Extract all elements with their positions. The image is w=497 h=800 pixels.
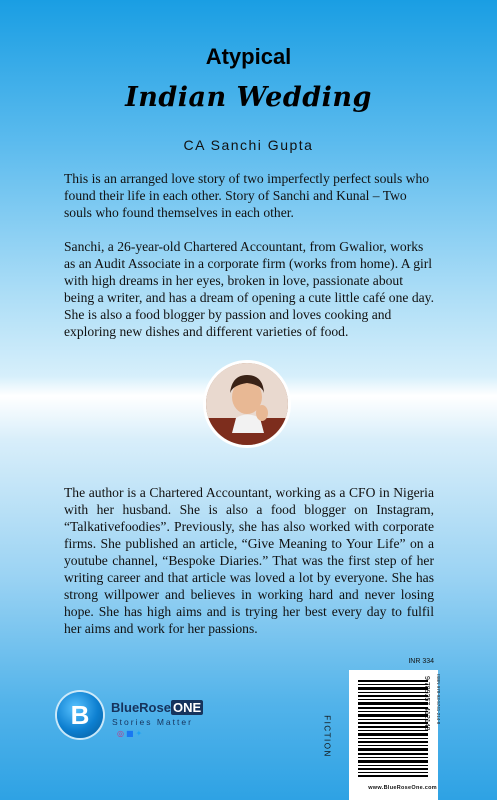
barcode-number: 9 789357 412148 bbox=[423, 676, 430, 731]
publisher-tagline: Stories Matter bbox=[112, 717, 193, 727]
blurb-paragraph-1: This is an arranged love story of two imperfectly perfect souls who found their life in each other. Story of Sanchi and Kunal – Two souls who found themselves in each other. bbox=[64, 171, 430, 220]
blurb-paragraph-2: Sanchi, a 26-year-old Chartered Accountant, from Gwalior, works as an Audit Associate in a corporate firm (works from home). A girl with high dreams in her eyes, broken in love, passionate about being a writer, and has a dream of opening a cute little café one day. She is also a food blogger by passion and loves cooking and exploring new dishes and different varieties of food. bbox=[64, 239, 434, 339]
price-label: INR 334 bbox=[408, 658, 434, 665]
author-bio: The author is a Chartered Accountant, working as a CFO in Nigeria with her husband. She is also a food blogger on Instagram, “Talkativefoodies”. Previously, she has also worked with corporate firms. She published an article, “Give Meaning to Your Life” on a youtube channel, “Bespoke Diaries.” That was the first step of her writing career and that article was loved a lot by everyone. She has strong willpower and believes in working hard and never losing hope. She has high aims and is trying her best every day to fulfil her aims and work for her passions. bbox=[64, 485, 434, 636]
genre-label: FICTION bbox=[322, 715, 332, 758]
title-line-1: Atypical bbox=[205, 44, 292, 69]
publisher-name-suffix: ONE bbox=[172, 700, 202, 715]
publisher-name-main: BlueRose bbox=[111, 700, 171, 715]
facebook-icon: ■ bbox=[125, 729, 134, 738]
publisher-name bbox=[111, 700, 203, 715]
instagram-icon: ◎ bbox=[117, 729, 124, 738]
author-name: CA Sanchi Gupta bbox=[183, 137, 314, 153]
twitter-icon: ✦ bbox=[135, 729, 143, 738]
publisher-website: www.BlueRoseOne.com bbox=[368, 785, 437, 791]
social-icons bbox=[117, 729, 144, 738]
author-portrait-icon bbox=[206, 363, 288, 445]
publisher-logo bbox=[57, 692, 257, 752]
author-photo bbox=[203, 360, 291, 448]
logo-letter: B bbox=[70, 700, 90, 730]
title-line-2: Indian Wedding bbox=[125, 82, 372, 113]
isbn-label: ISBN 978-93-5741-214-8 bbox=[436, 674, 441, 725]
barcode-icon bbox=[352, 676, 434, 780]
